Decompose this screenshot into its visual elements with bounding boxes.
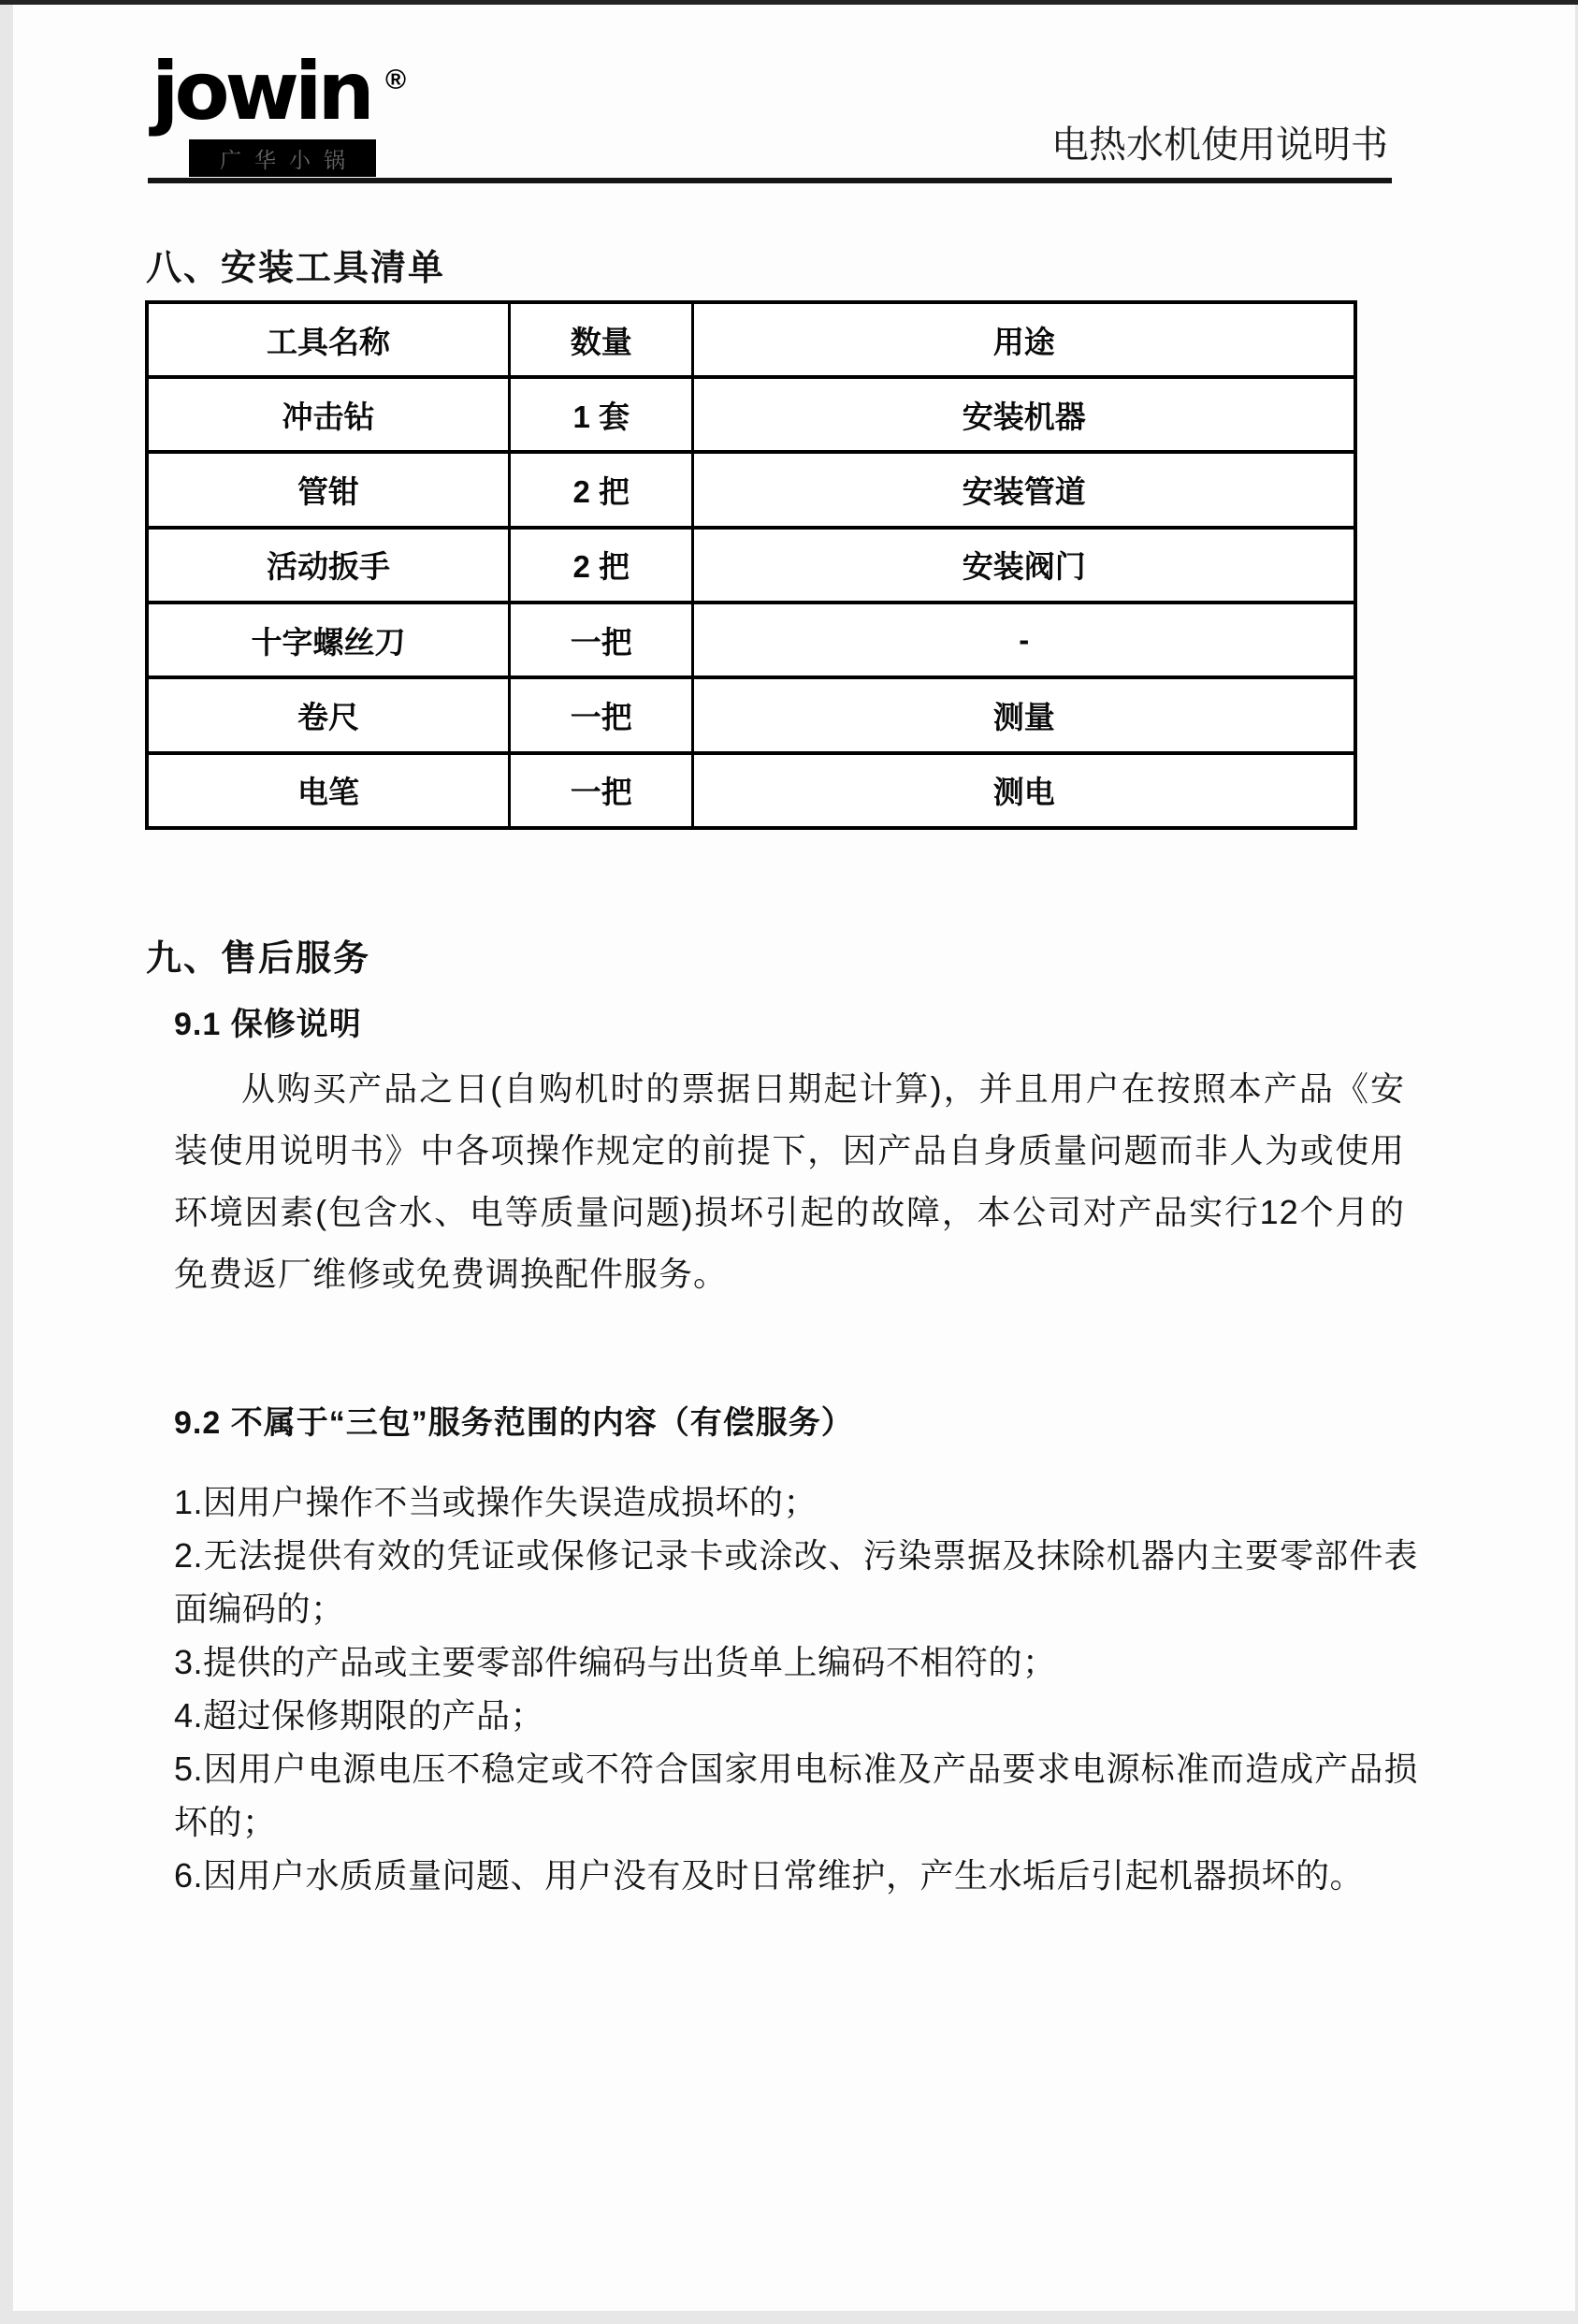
cell-tool-name: 卷尺 <box>147 677 510 752</box>
table-row <box>147 753 1355 828</box>
section-9-heading: 九、售后服务 <box>146 939 371 979</box>
warranty-paragraph: 从购买产品之日(自购机时的票据日期起计算)，并且用户在按照本产品《安装使用说明书》中各项操作规定的前提下，因产品自身质量问题而非人为或使用环境因素(包含水、电等质量问题)损坏引起的故障，本公司对产品实行12个月的免费返厂维修或免费调换配件服务。 <box>174 1069 1405 1293</box>
jowin-logo-text: jowin <box>152 45 370 138</box>
cell-purpose: 测量 <box>693 677 1355 752</box>
logo-sub-text: 广华小锅 <box>220 147 358 172</box>
cell-quantity: 一把 <box>510 677 693 752</box>
brand-logo <box>152 45 460 182</box>
tools-table <box>145 300 1357 830</box>
cell-quantity: 1 套 <box>510 377 693 452</box>
document-page <box>13 5 1575 2311</box>
table-header-row <box>147 302 1355 377</box>
cell-quantity: 2 把 <box>510 528 693 603</box>
list-item: 6.因用户水质质量问题、用户没有及时日常维护，产生水垢后引起机器损坏的。 <box>174 1856 1365 1895</box>
list-item: 2.无法提供有效的凭证或保修记录卡或涂改、污染票据及抹除机器内主要零部件表面编码的； <box>174 1536 1418 1628</box>
section-9-1-heading: 9.1 保修说明 <box>174 1007 362 1042</box>
registered-trademark-icon: ® <box>385 65 407 95</box>
paid-service-list <box>174 1475 1418 1902</box>
cell-tool-name: 冲击钻 <box>147 377 510 452</box>
table-row <box>147 452 1355 527</box>
col-header-tool-name: 工具名称 <box>147 302 510 377</box>
cell-quantity: 2 把 <box>510 452 693 527</box>
cell-tool-name: 电笔 <box>147 753 510 828</box>
table-row <box>147 377 1355 452</box>
cell-purpose: - <box>693 603 1355 677</box>
cell-purpose: 安装机器 <box>693 377 1355 452</box>
list-item: 3.提供的产品或主要零部件编码与出货单上编码不相符的； <box>174 1643 1057 1681</box>
list-item: 1.因用户操作不当或操作失误造成损坏的； <box>174 1483 818 1521</box>
section-9-2-heading: 9.2 不属于“三包”服务范围的内容（有偿服务） <box>174 1405 854 1441</box>
cell-tool-name: 十字螺丝刀 <box>147 603 510 677</box>
table-row <box>147 603 1355 677</box>
cell-tool-name: 管钳 <box>147 452 510 527</box>
col-header-purpose: 用途 <box>693 302 1355 377</box>
col-header-quantity: 数量 <box>510 302 693 377</box>
cell-purpose: 安装管道 <box>693 452 1355 527</box>
cell-quantity: 一把 <box>510 753 693 828</box>
list-item: 4.超过保修期限的产品； <box>174 1696 545 1735</box>
cell-purpose: 测电 <box>693 753 1355 828</box>
logo-sub-bar <box>189 139 376 177</box>
cell-quantity: 一把 <box>510 603 693 677</box>
table-row <box>147 528 1355 603</box>
cell-purpose: 安装阀门 <box>693 528 1355 603</box>
list-item: 5.因用户电源电压不稳定或不符合国家用电标准及产品要求电源标准而造成产品损坏的； <box>174 1750 1418 1841</box>
cell-tool-name: 活动扳手 <box>147 528 510 603</box>
header-divider <box>148 178 1392 183</box>
section-8-heading: 八、安装工具清单 <box>146 249 446 288</box>
table-row <box>147 677 1355 752</box>
document-title: 电热水机使用说明书 <box>1051 124 1388 166</box>
